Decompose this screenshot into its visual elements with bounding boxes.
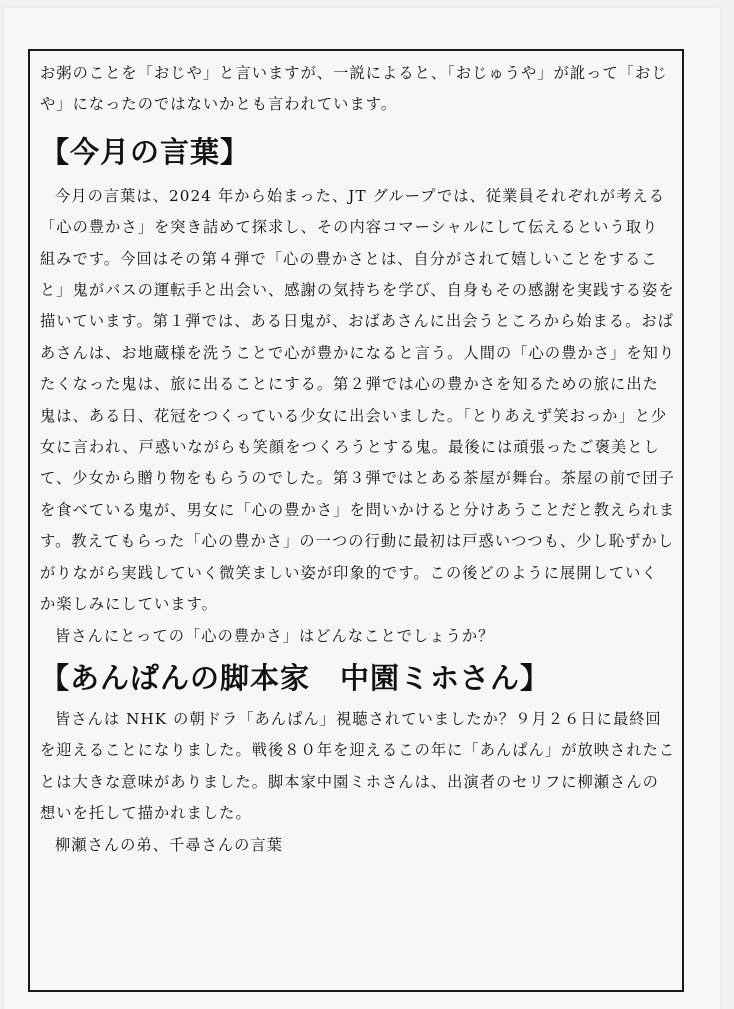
monthly-words-paragraph [40,181,678,652]
text-line: 組みです。今回はその第４弾で「心の豊かさとは、自分がされて嬉しいことをするこ [40,249,658,268]
text-line: や」になったのではないかとも言われています。 [40,95,398,114]
text-line: と」鬼がバスの運転手と出会い、感謝の気持ちを学び、自身もその感謝を実践する姿を [40,281,675,300]
text-line: を食べている鬼が、男女に「心の豊かさ」を問いかけると分けあうことだと教えられま [40,500,676,519]
text-line: 想いを托して描かれました。 [40,804,252,823]
text-line: て、少女から贈り物をもらうのでした。第３弾ではとある茶屋が舞台。茶屋の前で団子 [40,469,675,488]
section-heading-monthly-words: 【今月の言葉】 [40,134,251,169]
text-line: 柳瀬さんの弟、千尋さんの言葉 [55,835,284,854]
document-body [40,58,678,861]
text-line: か楽しみにしています。 [40,595,218,614]
text-line: 今月の言葉は、2024 年から始まった、JT グループでは、従業員それぞれが考える [55,186,666,205]
text-line: 鬼は、ある日、花冠をつくっている少女に出会いました。「とりあえず笑おっか」と少 [40,406,668,425]
text-line: あさんは、お地蔵様を洗うことで心が豊かになると言う。人間の「心の豊かさ」を知り [40,343,676,362]
text-line: がりながら実践していく微笑ましい姿が印象的です。この後どのように展開していく [40,563,658,582]
text-line: とは大きな意味がありました。脚本家中園ミホさんは、出演者のセリフに柳瀬さんの [40,772,659,791]
text-line: を迎えることになりました。戦後８０年を迎えるこの年に「あんぱん」が放映されたこ [40,741,676,760]
text-line: 描いています。第１弾では、ある日鬼が、おばあさんに出会うところから始まる。おば [40,312,674,331]
text-line: 皆さんにとっての「心の豊かさ」はどんなことでしょうか？ [55,626,495,645]
anpan-writer-paragraph [40,704,678,861]
text-line: す。教えてもらった「心の豊かさ」の一つの行動に最初は戸惑いつつも、少し恥ずかし [40,532,674,551]
section-heading-anpan-writer: 【あんぱんの脚本家 中園ミホさん】 [40,660,551,695]
text-line: お粥のことを「おじや」と言いますが、一説によると、「おじゅうや」が訛って「おじ [40,64,668,82]
text-line: 「心の豊かさ」を突き詰めて探求し、その内容コマーシャルにして伝えるという取り [40,218,659,237]
text-line: 皆さんは NHK の朝ドラ「あんぱん」視聴されていましたか？９月２６日に最終回 [55,709,662,728]
text-line: たくなった鬼は、旅に出ることにする。第２弾では心の豊かさを知るための旅に出た [40,375,659,394]
intro-paragraph [40,58,678,121]
text-line: 女に言われ、戸惑いながらも笑顔をつくろうとする鬼。最後には頑張ったご褒美とし [40,438,660,457]
